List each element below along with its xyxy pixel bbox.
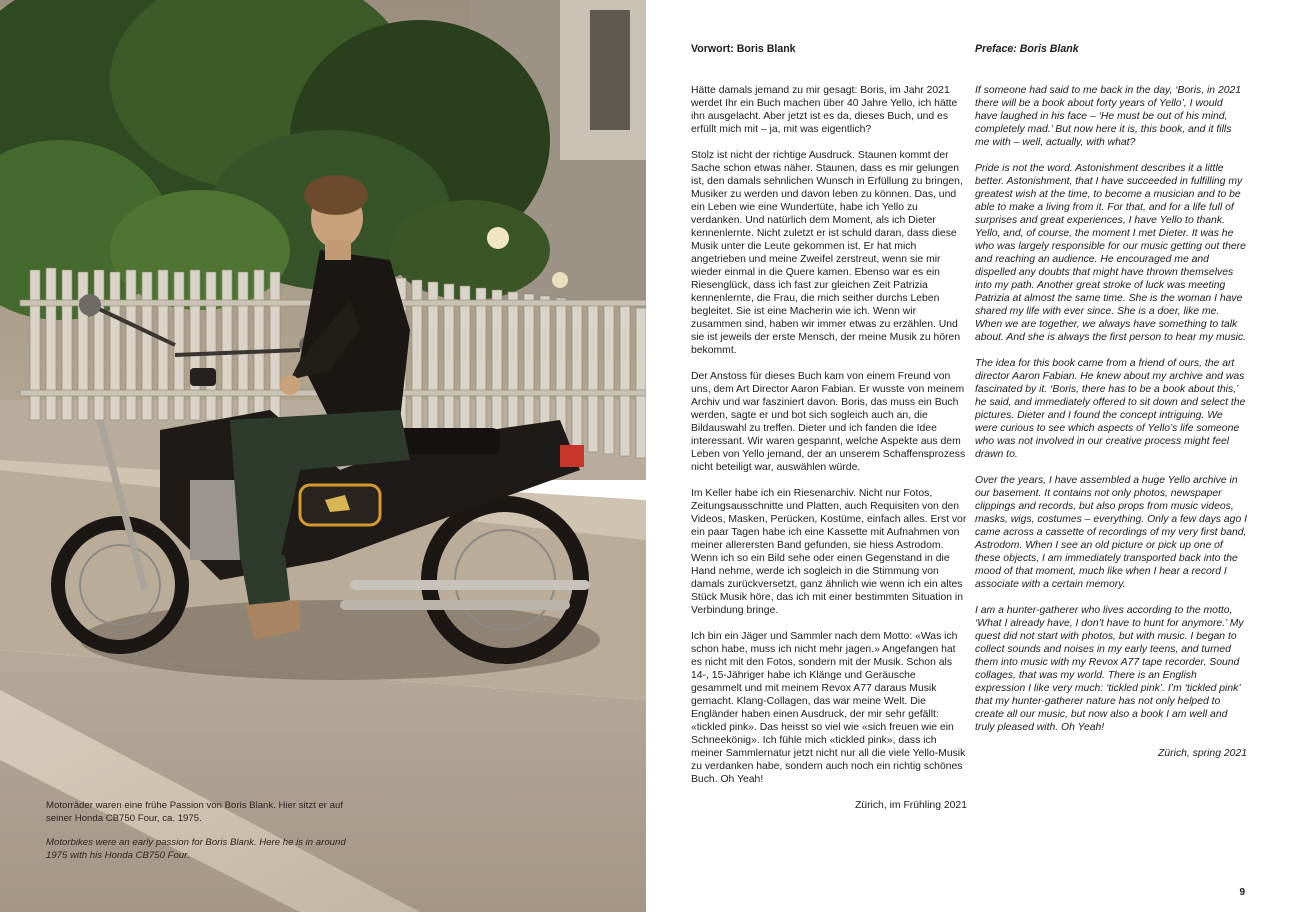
german-paragraph: Ich bin ein Jäger und Sammler nach dem Motto: «Was ich schon habe, muss ich nicht mehr jagen.» Angefangen hat es nicht mit den Fotos, sondern mit der Musik. Schon als 14-, 15-Jähriger habe ich Klänge und Geräusche gesammelt und mit meinem Revox A77 daraus Musik gemacht. Klang-Collagen, das war meine Welt. Die Engländer haben einen Ausdruck, der mir sehr gefällt: «tickled pink». Das heisst so viel wie «sich freuen wie ein Schneekönig». Ich fühle mich «tickled pink», dass ich meiner Sammlernatur jetzt nicht nur all die viele Yello-Musik zu verdanken habe, sondern auch noch ein richtig schönes Buch. Oh Yeah!: [691, 631, 966, 785]
german-paragraph: Hätte damals jemand zu mir gesagt: Boris, im Jahr 2021 werdet Ihr ein Buch machen über 40 Jahre Yello, ich hätte ihn ausgelacht. Aber jetzt ist es da, dieses Buch, und es erfüllt mich mit – ja, mit was eigentlich?: [691, 85, 958, 135]
english-column: [975, 43, 1247, 773]
english-paragraph: The idea for this book came from a friend of ours, the art director Aaron Fabian. He knew about my archive and was fascinated by it. ‘Boris, there has to be a book about this,’ he said, and immediately offered to sit down and select the pictures. Dieter and I found the concept intriguing. We were curious to see which aspects of Yello’s life someone who was not involved in our creative process might feel drawn to.: [975, 358, 1246, 460]
english-signoff: Zürich, spring 2021: [1158, 748, 1247, 759]
page-number: 9: [1239, 887, 1245, 898]
german-paragraph: Der Anstoss für dieses Buch kam von einem Freund von uns, dem Art Director Aaron Fabian. Er wusste von meinem Archiv und war fasziniert davon. Boris, das muss ein Buch werden, sagte er und bot sich sogleich auch an, die Bildauswahl zu treffen. Dieter und ich fanden die Idee interessant. Wir waren gespannt, welche Aspekte aus dem Leben von Yello jemand, der an unserem Schaffensprozess nicht beteiligt war, auswählen würde.: [691, 371, 966, 473]
german-column: [691, 43, 967, 825]
english-paragraph: If someone had said to me back in the day, ‘Boris, in 2021 there will be a book about forty years of Yello’, I would have laughed in his face – ‘He must be out of his mind, completely mad.’ But now here it is, this book, and it fills me with – well, actually, with what?: [975, 85, 1242, 148]
english-heading: Preface: Boris Blank: [975, 43, 1079, 55]
english-paragraph: Over the years, I have assembled a huge Yello archive in our basement. It contains not only photos, newspaper clippings and records, but also props from music videos, masks, wigs, costumes – everything. Only a few days ago I came across a cassette of recordings of my very first band, Astrodom. When I see an old picture or pick up one of these objects, I am immediately transported back into the mood of that moment, much like when I hear a record I associate with a certain memory.: [975, 475, 1248, 590]
german-paragraph: Im Keller habe ich ein Riesenarchiv. Nicht nur Fotos, Zeitungsausschnitte und Platten, auch Requisiten von den Videos, Masken, Perücken, Kostüme, einfach alles. Erst vor ein paar Tagen habe ich eine Kassette mit Aufnahmen von meiner allerersten Band gefunden, sie hiess Astrodom. Wenn ich so ein Bild sehe oder einen Gegenstand in die Hand nehme, werde ich sogleich in die Stimmung von damals zurückversetzt, ganz ähnlich wie wenn ich ein altes Stück Musik höre, das ich mit einer bestimmten Situation in Verbindung bringe.: [691, 488, 967, 616]
caption-english: Motorbikes were an early passion for Boris Blank. Here he is in around 1975 with his Honda CB750 Four.: [46, 837, 346, 861]
english-paragraph: I am a hunter-gatherer who lives according to the motto, ‘What I already have, I don’t have to hunt for anymore.’ My quest did not start with photos, but with music. I began to collect sounds and noises in my early teens, and turned them into music with my Revox A77 tape recorder. Sound collages, that was my world. There is an English expression I like very much: ‘tickled pink’. I’m ‘tickled pink’ that my hunter-gatherer nature has not only helped to create all our music, but now also a book I am well and truly pleased with. Oh Yeah!: [975, 605, 1244, 733]
text-page: [646, 0, 1291, 912]
german-signoff: Zürich, im Frühling 2021: [854, 800, 967, 811]
german-heading: Vorwort: Boris Blank: [691, 43, 796, 55]
caption-german: Motorräder waren eine frühe Passion von Boris Blank. Hier sitzt er auf seiner Honda CB750 Four, ca. 1975.: [46, 800, 344, 824]
english-paragraph: Pride is not the word. Astonishment describes it a little better. Astonishment, that I have succeeded in fulfilling my greatest wish at the time, to become a musician and to be able to make a living from it. For that, and for a life full of surprises and great experiences, I have Yello to thank. Yello, and, of course, the moment I met Dieter. It was he who was largely responsible for our music getting out there and reaching an audience. He encouraged me and dispelled any doubts that might have thrown themselves into my path. Another great stroke of luck was meeting Patrizia at almost the same time. She is the woman I have shared my life with ever since. She is a doer, like me. When we are together, we always have something to talk about. And she is always the first person to hear my music.: [975, 163, 1247, 343]
german-paragraph: Stolz ist nicht der richtige Ausdruck. Staunen kommt der Sache schon etwas näher. Staunen, dass es mir gelungen ist, den damals sehnlichen Wunsch in Erfüllung zu bringen, Musiker zu werden und davon leben zu können. Das, und ein Leben wie eine Wundertüte, habe ich Yello zu verdanken. Und natürlich dem Moment, als ich Dieter kennenlernte. Nicht zuletzt er ist schuld daran, dass diese Musik unter die Leute gekommen ist. Er hat mich angetrieben und meine Zweifel zerstreut, wenn sie mir wieder einmal in die Quere kamen. Ebenso war es ein Riesenglück, dass ich fast zur gleichen Zeit Patrizia kennenlernte, die Frau, die mich seither durchs Leben begleitet. Sie ist eine Macherin wie ich. Wenn wir zusammen sind, haben wir immer etwas zu erzählen. Und sie ist jeweils der erste Mensch, der meine Musik zu hören bekommt.: [691, 150, 963, 356]
photo-caption: [46, 800, 346, 862]
